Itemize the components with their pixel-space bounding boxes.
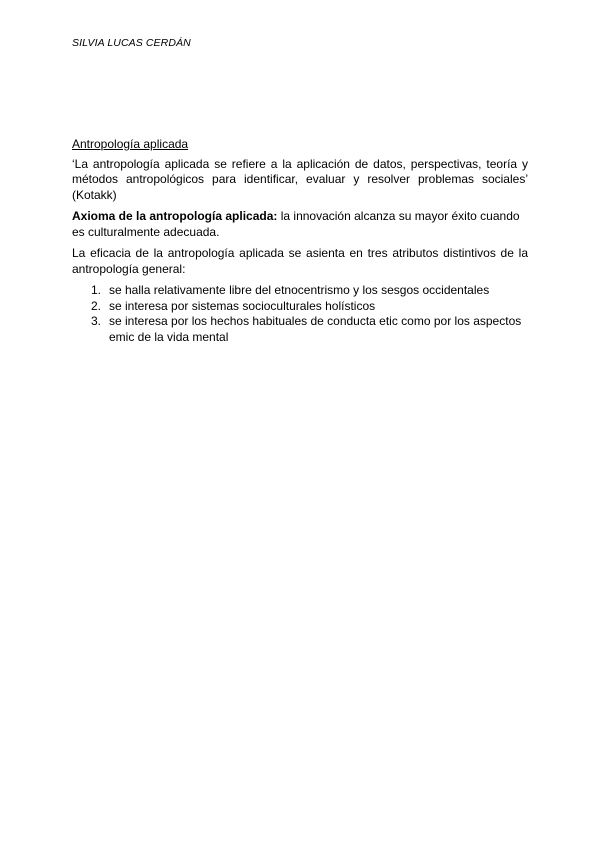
attributes-list [72, 283, 528, 345]
list-item-number: 2. [91, 298, 102, 313]
list-item-number: 3. [91, 314, 102, 328]
list-item-text: se halla relativamente libre del etnocentrismo y los sesgos occidentales [109, 283, 490, 297]
list-item-number: 1. [91, 283, 102, 297]
list-item [72, 314, 528, 345]
axiom-text: la innovación alcanza su mayor éxito cuando es culturalmente adecuada. [72, 209, 520, 239]
section-title: Antropología aplicada [72, 137, 189, 151]
list-item [72, 283, 528, 299]
list-item-text: se interesa por sistemas socioculturales holísticos [109, 298, 376, 313]
efficacy-intro-paragraph: La eficacia de la antropología aplicada se asienta en tres atributos distintivos de la antropología general: [72, 246, 528, 276]
list-item-text: se interesa por los hechos habituales de conducta etic como por los aspectos emic de la vida mental [109, 314, 522, 344]
list-item [72, 299, 528, 315]
axiom-paragraph [72, 209, 528, 240]
page-header-author: SILVIA LUCAS CERDÁN [72, 37, 191, 49]
definition-paragraph: ‘La antropología aplicada se refiere a la aplicación de datos, perspectivas, teoría y métodos antropológicos para identificar, evaluar y resolver problemas sociales’ (Kotakk) [72, 156, 528, 202]
axiom-label: Axioma de la antropología aplicada: [72, 209, 278, 223]
main-content [72, 137, 528, 345]
